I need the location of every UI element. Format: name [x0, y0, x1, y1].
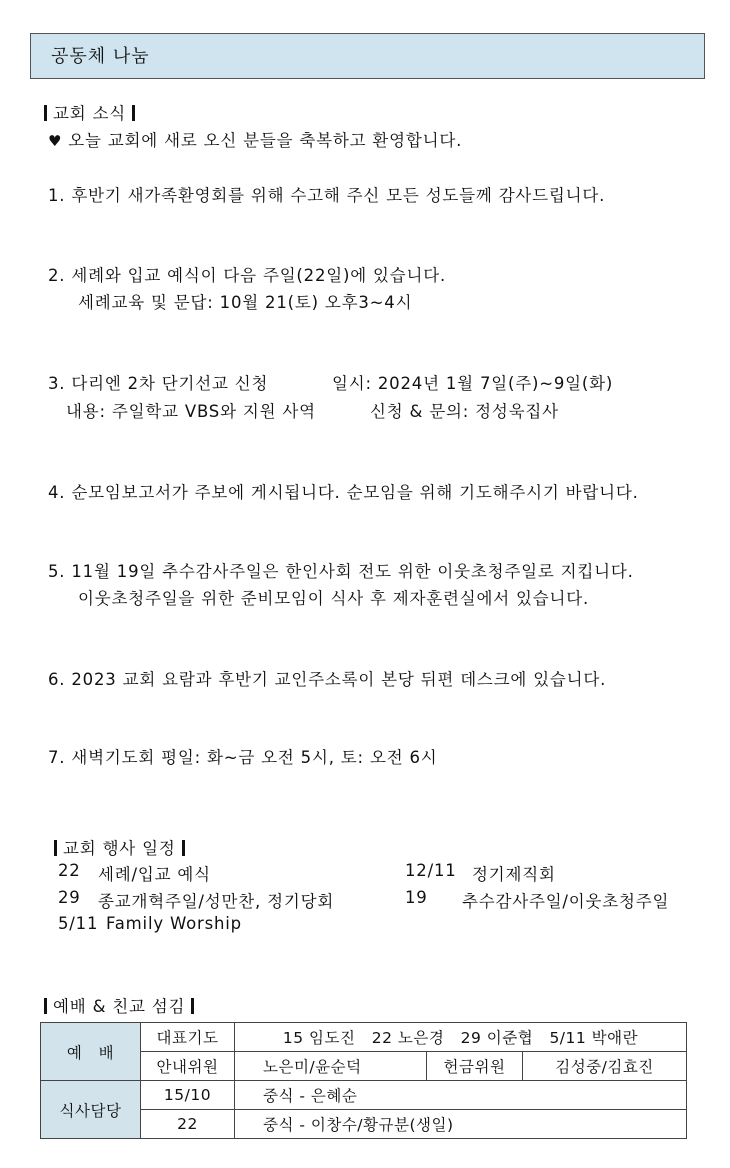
offering-label: 헌금위원	[427, 1052, 523, 1081]
page-title-bar	[30, 33, 705, 79]
meal-desc: 중식 - 은혜순	[235, 1081, 687, 1110]
schedule-event: Family Worship	[106, 914, 242, 933]
meal-date: 15/10	[141, 1081, 235, 1110]
news-item-3-content: 내용: 주일학교 VBS와 지원 사역	[66, 402, 316, 421]
heading-bar-left	[54, 840, 57, 856]
heading-bar-left	[44, 998, 47, 1014]
schedule-event: 세례/입교 예식	[98, 865, 211, 884]
schedule-date: 5/11	[58, 914, 99, 933]
schedule-event: 추수감사주일/이웃초청주일	[462, 892, 670, 911]
news-item-1: 1. 후반기 새가족환영회를 위해 수고해 주신 모든 성도들께 감사드립니다.	[48, 186, 606, 205]
schedule-date: 22	[58, 861, 81, 880]
schedule-event: 정기제직회	[472, 865, 556, 884]
news-item-6: 6. 2023 교회 요람과 후반기 교인주소록이 본당 뒤편 데스크에 있습니다.	[48, 670, 607, 689]
news-item-2: 2. 세례와 입교 예식이 다음 주일(22일)에 있습니다.	[48, 266, 447, 285]
prayer-value: 15 임도진 22 노은경 29 이준협 5/11 박애란	[235, 1023, 687, 1052]
news-item-7: 7. 새벽기도회 평일: 화~금 오전 5시, 토: 오전 6시	[48, 748, 438, 767]
service-heading: 예배 & 친교 섬김	[44, 993, 194, 1017]
news-item-5: 5. 11월 19일 추수감사주일은 한인사회 전도 위한 이웃초청주일로 지킵니다.	[48, 562, 634, 581]
worship-label: 예 배	[41, 1023, 141, 1081]
news-item-3-date: 일시: 2024년 1월 7일(주)~9일(화)	[332, 374, 614, 393]
news-item-2-detail: 세례교육 및 문답: 10월 21(토) 오후3~4시	[78, 293, 413, 312]
heading-bar-right	[132, 105, 135, 121]
usher-value: 노은미/윤순덕	[235, 1052, 427, 1081]
heading-bar-left	[44, 105, 47, 121]
schedule-heading: 교회 행사 일정	[54, 835, 185, 859]
news-item-3-contact: 신청 & 문의: 정성욱집사	[370, 402, 559, 421]
news-item-4: 4. 순모임보고서가 주보에 게시됩니다. 순모임을 위해 기도해주시기 바랍니다.	[48, 483, 639, 502]
offering-value: 김성중/김효진	[523, 1052, 687, 1081]
meal-date: 22	[141, 1110, 235, 1139]
welcome-text: 오늘 교회에 새로 오신 분들을 축복하고 환영합니다.	[68, 131, 463, 150]
news-heading: 교회 소식	[44, 100, 135, 124]
table-row	[41, 1023, 687, 1052]
heart-icon: ♥	[48, 132, 63, 150]
prayer-label: 대표기도	[141, 1023, 235, 1052]
schedule-event: 종교개혁주일/성만찬, 정기당회	[98, 892, 335, 911]
page-title: 공동체 나눔	[51, 46, 150, 67]
usher-label: 안내위원	[141, 1052, 235, 1081]
service-table	[40, 1022, 687, 1139]
meal-label: 식사담당	[41, 1081, 141, 1139]
meal-desc: 중식 - 이창수/황규분(생일)	[235, 1110, 687, 1139]
heading-bar-right	[191, 998, 194, 1014]
schedule-date: 12/11	[405, 861, 457, 880]
heading-bar-right	[182, 840, 185, 856]
schedule-date: 29	[58, 888, 81, 907]
table-row	[41, 1081, 687, 1110]
welcome-line	[48, 127, 462, 151]
news-item-5-detail: 이웃초청주일을 위한 준비모임이 식사 후 제자훈련실에서 있습니다.	[78, 589, 590, 608]
news-item-3: 3. 다리엔 2차 단기선교 신청	[48, 374, 269, 393]
schedule-date: 19	[405, 888, 428, 907]
